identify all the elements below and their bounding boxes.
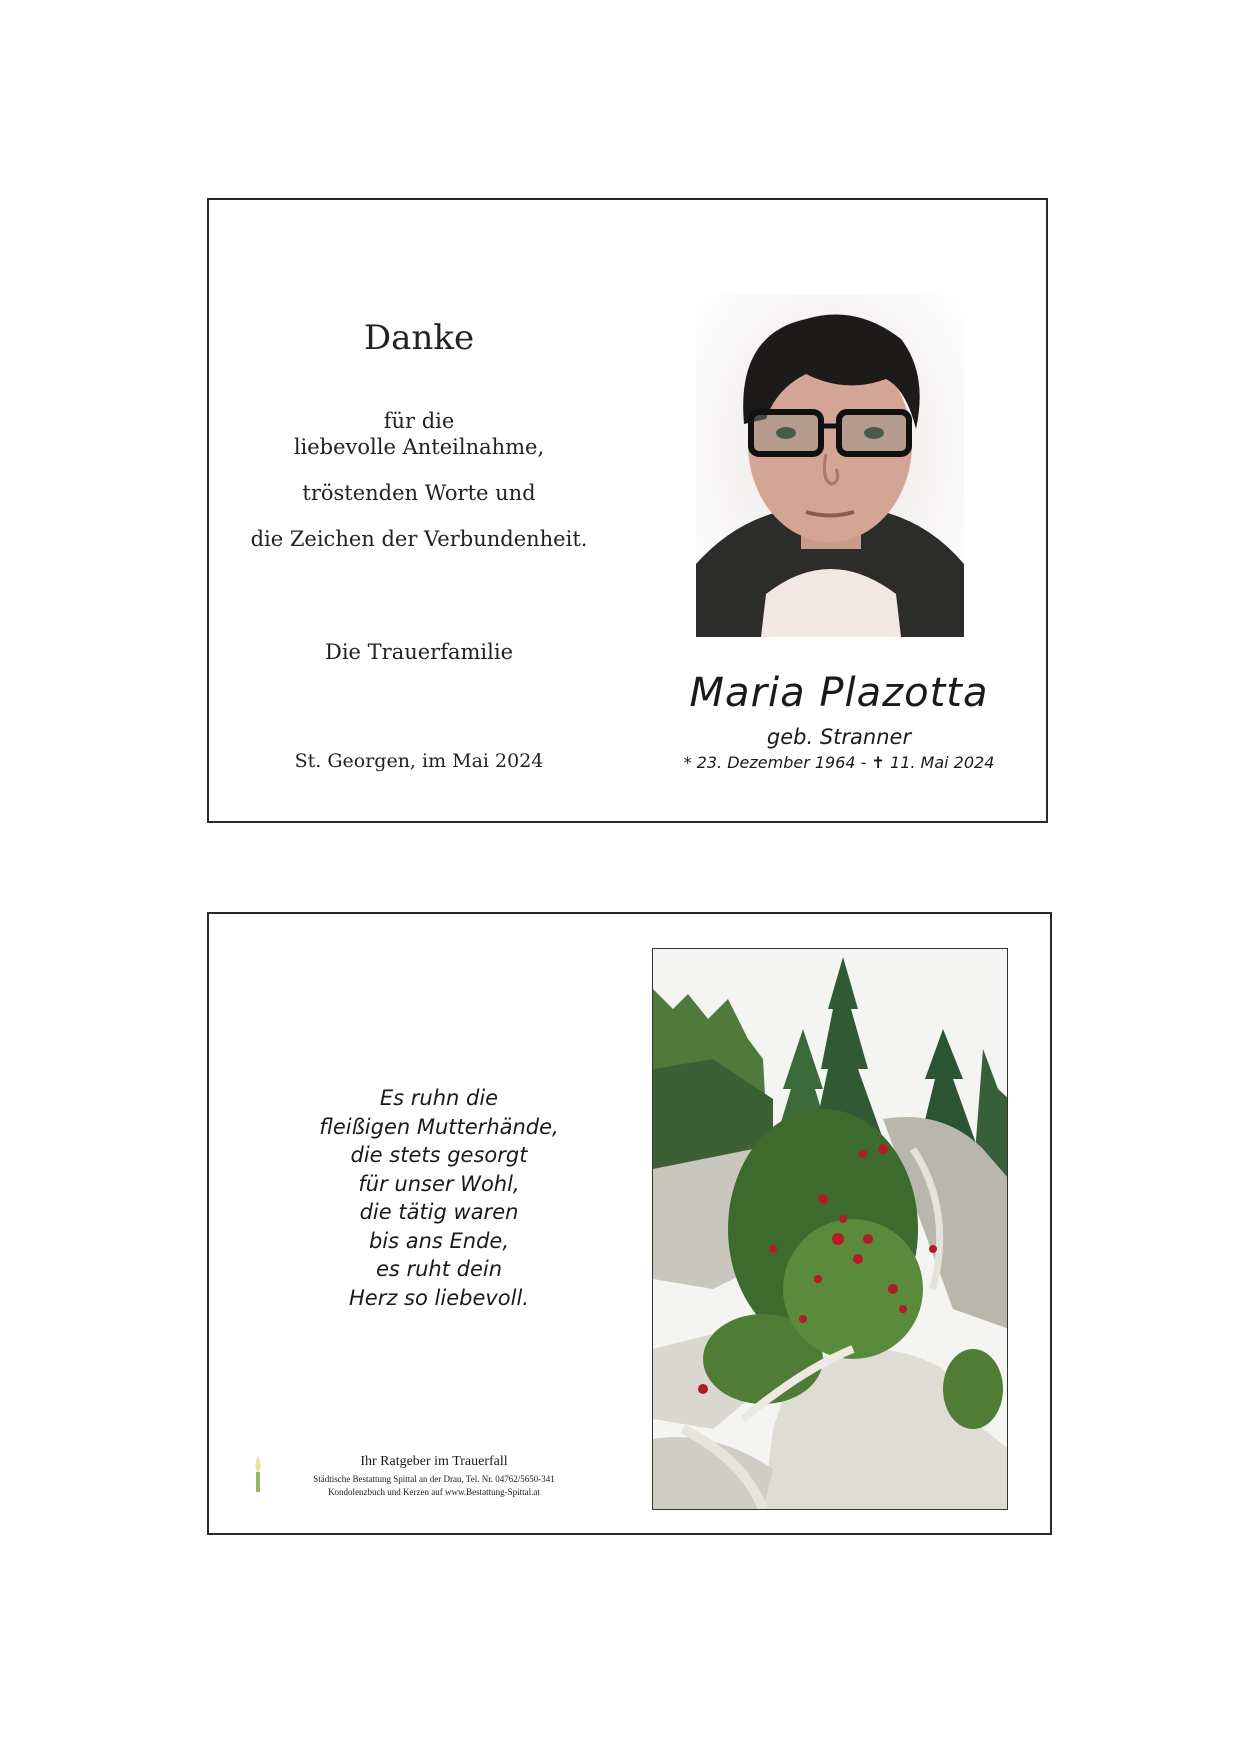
memorial-card-front: [207, 198, 1048, 823]
verse-line: fleißigen Mutterhände,: [319, 1114, 559, 1139]
thanks-line: tröstenden Worte und: [302, 481, 536, 505]
thanks-line: für die: [383, 409, 455, 433]
place-date: St. Georgen, im Mai 2024: [294, 750, 544, 772]
family-signature: Die Trauerfamilie: [325, 640, 513, 664]
danke-heading: Danke: [363, 318, 475, 358]
verse-line: für unser Wohl,: [358, 1171, 520, 1196]
footer-title: Ihr Ratgeber im Trauerfall: [360, 1454, 508, 1469]
thanks-line: die Zeichen der Verbundenheit.: [250, 527, 588, 551]
portrait-photo: [696, 294, 964, 637]
thanks-line: liebevolle Anteilnahme,: [293, 435, 545, 459]
verse-line: die stets gesorgt: [350, 1143, 528, 1167]
birth-name: geb. Stranner: [766, 725, 912, 749]
verse-line: Herz so liebevoll.: [349, 1285, 529, 1310]
memorial-card-back: [207, 912, 1052, 1535]
candle-icon: [249, 1454, 267, 1494]
footer-contact: Städtische Bestattung Spittal an der Drau, Tel. Nr. 04762/5650-341: [313, 1474, 555, 1484]
thanks-text: [249, 408, 589, 552]
memorial-verse: [269, 1084, 609, 1312]
life-dates: * 23. Dezember 1964 - ✝ 11. Mai 2024: [683, 753, 995, 772]
verse-line: bis ans Ende,: [368, 1228, 510, 1253]
footer-website: Kondolenzbuch und Kerzen auf www.Bestattung-Spittal.at: [328, 1487, 540, 1497]
verse-line: es ruht dein: [375, 1257, 503, 1281]
verse-line: die tätig waren: [359, 1200, 519, 1224]
verse-line: Es ruhn die: [379, 1086, 499, 1110]
deceased-name: Maria Plazotta: [689, 670, 989, 716]
landscape-photo: [652, 948, 1008, 1510]
